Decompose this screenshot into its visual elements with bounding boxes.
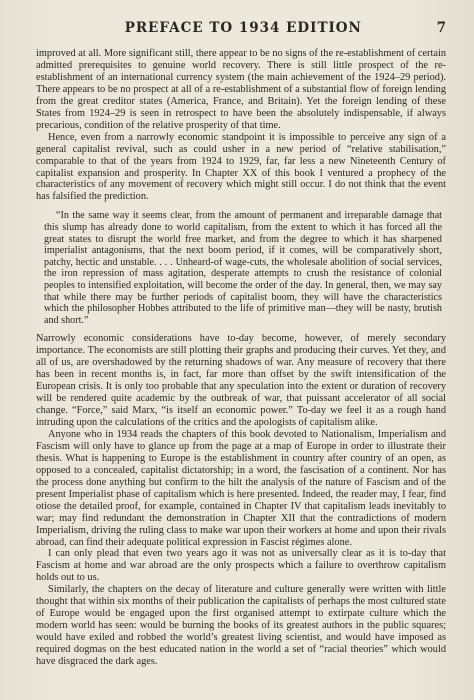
- block-quote: “In the same way it seems clear, from the amount of permanent and irreparable damage that this slump has already done to world capitalism, from the extent to which it has forced all the great states to disrupt the world free market, and from the degree to which it has sharpened imperialist antagonisms, that the next boom period, if it comes, will be comparatively short, patchy, hectic and unstable. . . . Unheard-of wage-cuts, the wholesale abolition of social services, the iron repression of mass agitation, desperate attempts to crush the resistance of colonial peoples to intensified exploitation, will become the order of the day. In general, then, we may say that while there may be further periods of capitalist boom, they will have the characteristics which the philosopher Hobbes attributed to the life of primitive man—they will be nasty, brutish and short.”: [44, 210, 442, 326]
- body-text: [36, 48, 446, 668]
- running-head: PREFACE TO 1934 EDITION: [124, 20, 362, 36]
- paragraph: improved at all. More significant still, there appear to be no signs of the re-establishment of certain admitted prerequisites to genuine world recovery. There is still little prospect of the re-establishment of an international currency system (the main achievement of the 1924–29 period). There appears to be no prospect at all of a re-establishment of a substantial flow of foreign lending from the great creditor states (America, France, and Britain). Yet the foreign lending of these States from 1924–29 is seen in retrospect to have been the absolutely indispensable, if always precarious, condition of the relative prosperity of that time.: [36, 48, 446, 131]
- paragraph: Narrowly economic considerations have to-day become, however, of merely secondary importance. The economists are still plotting their graphs and producing their curves. Yet they, and all of us, are overshadowed by the returning shadows of war. Any measure of recovery that there has been in recent months is, in fact, far more than offset by the swift intensification of the European crisis. It is only too probable that any speculation into the extent or duration of recovery will be rendered quite academic by the outbreak of war, that puissant accelerator of all social change. “Force,” said Marx, “is itself an economic power.” To-day we feel it as a rough hand intruding upon the calculations of the critics and the apologists of capitalism alike.: [36, 333, 446, 428]
- page-header: [36, 20, 446, 40]
- paragraph: Anyone who in 1934 reads the chapters of this book devoted to Nationalism, Imperialism and Fascism will only have to glance up from the page at a map of Europe in order to illustrate their thesis. What is happening to Europe is the establishment in country after country of an open, as opposed to a concealed, capitalist dictatorship; in a word, the fascisation of a continent. Nor has the process done anything but confirm to the hilt the analysis of the nature of Fascism and of the present Imperialist phase of capitalism which is here presented. Indeed, the reader may, I fear, find otiose the detailed proof, for example, contained in Chapter IV that capitalism leads inevitably to war; may find redundant the demonstration in Chapter XII that the contradictions of modern Imperialism, driving the ruling class to make war upon their workers at home and upon their rivals abroad, can find their adequate political expression in Fascist régimes alone.: [36, 428, 446, 548]
- paragraph: Similarly, the chapters on the decay of literature and culture generally were written with little thought that within six months of their publication the capitalists of perhaps the most cultured state of Europe would be engaged upon the first organised attempt to extirpate culture which the modern world has seen: would be burning the books of its greatest authors in the public squares; would have exiled and robbed the world’s greatest living scientist, and would have imposed as required dogmas on the best educated nation in the world a set of “racial theories” which would have disgraced the dark ages.: [36, 584, 446, 668]
- paragraph: I can only plead that even two years ago it was not as universally clear as it is to-day that Fascism at home and war abroad are the only prospects which a failure to overthrow capitalism holds out to us.: [36, 548, 446, 584]
- paragraph: Hence, even from a narrowly economic standpoint it is impossible to perceive any sign of a general capitalist revival, such as could usher in a new period of “relative stabilisation,” comparable to that of the years from 1924 to 1929, far, far less a new Nineteenth Century of capitalist expansion and prosperity. In Chapter XX of this book I ventured a prophecy of the characteristics of any movement of recovery which might still occur. I do not think that the event has falsified the prediction.: [36, 131, 446, 203]
- page-number: 7: [436, 20, 446, 36]
